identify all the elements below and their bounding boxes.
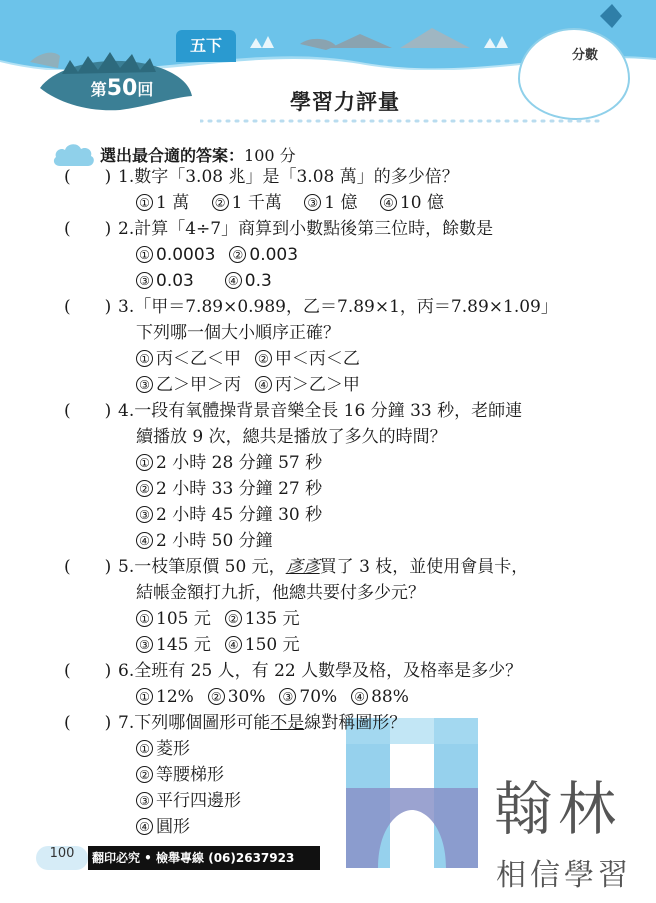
option-text: 圓形 [156, 817, 190, 837]
option-text: 0.003 [249, 245, 299, 265]
option-marker[interactable]: ④ [136, 532, 153, 549]
option-text: 0.3 [244, 271, 272, 291]
question-3-line2: 下列哪一個大小順序正確？ [136, 323, 340, 343]
option-q4-2 [136, 478, 322, 500]
option-text: 2 小時 33 分鐘 27 秒 [156, 479, 323, 499]
question-number: 6. [118, 661, 135, 681]
answer-blank-4[interactable]: ( ) [64, 401, 112, 421]
lesson-suffix: 回 [137, 80, 154, 99]
option-q4-1 [136, 452, 322, 474]
question-number: 7. [118, 713, 135, 733]
question-4-line2: 續播放 9 次，總共是播放了多久的時間？ [136, 427, 447, 447]
question-text: 計算「4÷7」商算到小數點後第三位時，餘數是 [134, 219, 494, 239]
option-marker[interactable]: ③ [136, 506, 153, 523]
lesson-badge [82, 76, 162, 102]
question-number: 4. [118, 401, 135, 421]
option-text: 88% [371, 687, 409, 707]
options-q2-row1 [136, 244, 298, 266]
option-text: 甲＜丙＜乙 [274, 349, 360, 369]
option-marker[interactable]: ② [229, 246, 246, 263]
option-marker[interactable]: ② [136, 480, 153, 497]
option-marker[interactable]: ① [136, 610, 153, 627]
question-text: 數字「3.08 兆」是「3.08 萬」的多少倍？ [134, 167, 459, 187]
option-q4-3 [136, 504, 322, 526]
student-name: 彥彥 [285, 557, 320, 577]
section-heading-text: 選出最合適的答案： [100, 146, 245, 165]
answer-blank-7[interactable]: ( ) [64, 713, 112, 733]
option-text: 150 元 [244, 635, 300, 655]
dotted-divider [200, 116, 600, 126]
option-marker[interactable]: ③ [136, 792, 153, 809]
option-marker[interactable]: ① [136, 246, 153, 263]
options-q6 [136, 686, 409, 708]
cloud-icon [52, 140, 96, 168]
option-text: 2 小時 45 分鐘 30 秒 [156, 505, 323, 525]
option-marker[interactable]: ② [208, 688, 225, 705]
option-marker[interactable]: ③ [136, 376, 153, 393]
option-marker[interactable]: ② [225, 610, 242, 627]
option-text: 30% [227, 687, 266, 707]
option-q7-3 [136, 790, 241, 812]
option-marker[interactable]: ④ [136, 818, 153, 835]
option-text: 2 小時 50 分鐘 [156, 531, 273, 551]
option-marker[interactable]: ① [136, 454, 153, 471]
option-marker[interactable]: ③ [304, 194, 321, 211]
score-label: 分數 [572, 48, 599, 63]
section-points: 100 分 [244, 146, 296, 165]
emphasis-not: 不是 [270, 713, 305, 733]
watermark-slogan: 相信學習 [496, 858, 632, 893]
question-number: 2. [118, 219, 135, 239]
option-marker[interactable]: ② [136, 766, 153, 783]
hanlin-logo-icon [346, 718, 478, 868]
question-number: 3. [118, 297, 135, 317]
page-number: 100 [36, 846, 88, 870]
option-text: 105 元 [156, 609, 211, 629]
options-q3-row2 [136, 374, 360, 396]
answer-blank-2[interactable]: ( ) [64, 219, 112, 239]
options-q2-row2 [136, 270, 272, 292]
question-3 [118, 296, 558, 318]
option-marker[interactable]: ① [136, 740, 153, 757]
option-text: 等腰梯形 [156, 765, 224, 785]
section-heading [100, 143, 296, 166]
question-text: 全班有 25 人，有 22 人數學及格，及格率是多少？ [134, 661, 523, 681]
option-marker[interactable]: ④ [225, 272, 242, 289]
option-text: 1 千萬 [231, 193, 282, 213]
question-6 [118, 660, 522, 682]
question-text: 買了 3 枝，並使用會員卡， [319, 557, 529, 577]
answer-blank-3[interactable]: ( ) [64, 297, 112, 317]
option-marker[interactable]: ① [136, 688, 153, 705]
option-text: 2 小時 28 分鐘 57 秒 [156, 453, 323, 473]
option-marker[interactable]: ④ [351, 688, 368, 705]
options-q3-row1 [136, 348, 360, 370]
question-7 [118, 712, 406, 734]
option-marker[interactable]: ② [255, 350, 272, 367]
watermark-brand: 翰林 [494, 775, 623, 843]
option-marker[interactable]: ④ [225, 636, 242, 653]
option-text: 0.03 [156, 271, 194, 291]
option-marker[interactable]: ③ [136, 272, 153, 289]
question-5-line2: 結帳金額打九折，他總共要付多少元？ [136, 583, 425, 603]
question-text: 下列哪個圖形可能 [134, 713, 271, 733]
option-q7-2 [136, 764, 224, 786]
option-text: 丙＜乙＜甲 [156, 349, 241, 369]
score-box[interactable] [518, 28, 630, 120]
option-q4-4 [136, 530, 273, 552]
options-q5-row2 [136, 634, 300, 656]
option-marker[interactable]: ④ [255, 376, 272, 393]
options-q5-row1 [136, 608, 300, 630]
question-2 [118, 218, 493, 240]
option-marker[interactable]: ③ [279, 688, 296, 705]
option-text: 乙＞甲＞丙 [156, 375, 241, 395]
question-4 [118, 400, 522, 422]
question-text: 「甲＝7.89×0.989，乙＝7.89×1，丙＝7.89×1.09」 [134, 297, 558, 317]
lesson-prefix: 第 [90, 80, 107, 99]
option-marker[interactable]: ① [136, 194, 153, 211]
option-text: 平行四邊形 [156, 791, 241, 811]
question-1 [118, 166, 459, 188]
option-text: 12% [156, 687, 194, 707]
question-number: 5. [118, 557, 135, 577]
option-q7-4 [136, 816, 190, 838]
option-text: 1 億 [324, 193, 358, 213]
option-text: 10 億 [399, 193, 444, 213]
question-text: 一段有氧體操背景音樂全長 16 分鐘 33 秒，老師連 [134, 401, 523, 421]
options-q1 [136, 192, 444, 214]
option-q7-1 [136, 738, 190, 760]
option-marker[interactable]: ① [136, 350, 153, 367]
option-text: 1 萬 [156, 193, 190, 213]
footer-notice: 翻印必究 • 檢舉專線 (06)2637923 [88, 846, 320, 870]
lesson-number: 50 [106, 76, 138, 101]
question-text: 線對稱圖形？ [304, 713, 407, 733]
option-marker[interactable]: ③ [136, 636, 153, 653]
page-title: 學習力評量 [290, 90, 400, 114]
question-number: 1. [118, 167, 135, 187]
question-text: 一枝筆原價 50 元， [134, 557, 286, 577]
answer-blank-5[interactable]: ( ) [64, 557, 112, 577]
grade-tab: 五下 [176, 30, 236, 62]
option-text: 135 元 [244, 609, 300, 629]
option-text: 145 元 [156, 635, 211, 655]
answer-blank-1[interactable]: ( ) [64, 167, 112, 187]
option-text: 菱形 [156, 739, 190, 759]
option-text: 70% [299, 687, 338, 707]
option-marker[interactable]: ② [212, 194, 229, 211]
option-marker[interactable]: ④ [380, 194, 397, 211]
option-text: 丙＞乙＞甲 [274, 375, 360, 395]
option-text: 0.0003 [156, 245, 216, 265]
answer-blank-6[interactable]: ( ) [64, 661, 112, 681]
question-5 [118, 556, 528, 578]
